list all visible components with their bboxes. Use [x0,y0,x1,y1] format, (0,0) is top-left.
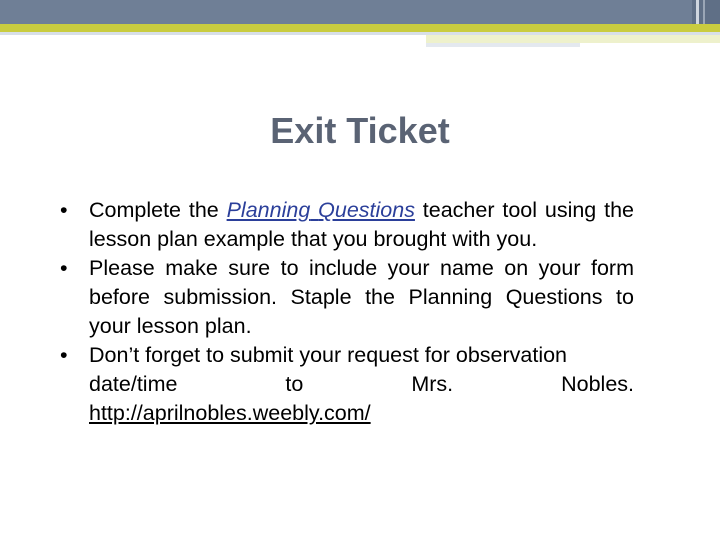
accent-bar-light [426,35,720,43]
bullet-item-observation-request [60,341,634,428]
bullet-item-planning-questions [60,196,634,254]
bullet-icon: • [60,256,68,280]
header-bar [0,0,692,24]
bullet-item-name-reminder [60,254,634,341]
bullet-icon: • [60,343,68,367]
bullet-text: Complete the [89,198,227,222]
accent-bar-lighter [426,43,580,47]
bullet-text-line: date/time to Mrs. Nobles. [89,372,634,396]
bullet-text: teacher tool using the lesson plan example that you brought with you. [89,198,634,251]
link-space[interactable] [310,198,318,222]
accent-bar [0,24,720,32]
planning-link[interactable]: Planning [226,198,311,222]
header-corner-ornament [692,0,720,24]
bullet-text: Don’t forget to submit your request for observation [89,343,568,367]
bullet-text: Please make sure to include your name on your form before submission. Staple the Planning Questions to your lesson plan. [89,256,634,338]
bullet-icon: • [60,198,68,222]
slide-title: Exit Ticket [270,110,450,151]
website-link[interactable]: http://aprilnobles.weebly.com/ [89,401,371,425]
bullet-list [60,196,634,428]
questions-link[interactable]: Questions [318,198,415,222]
